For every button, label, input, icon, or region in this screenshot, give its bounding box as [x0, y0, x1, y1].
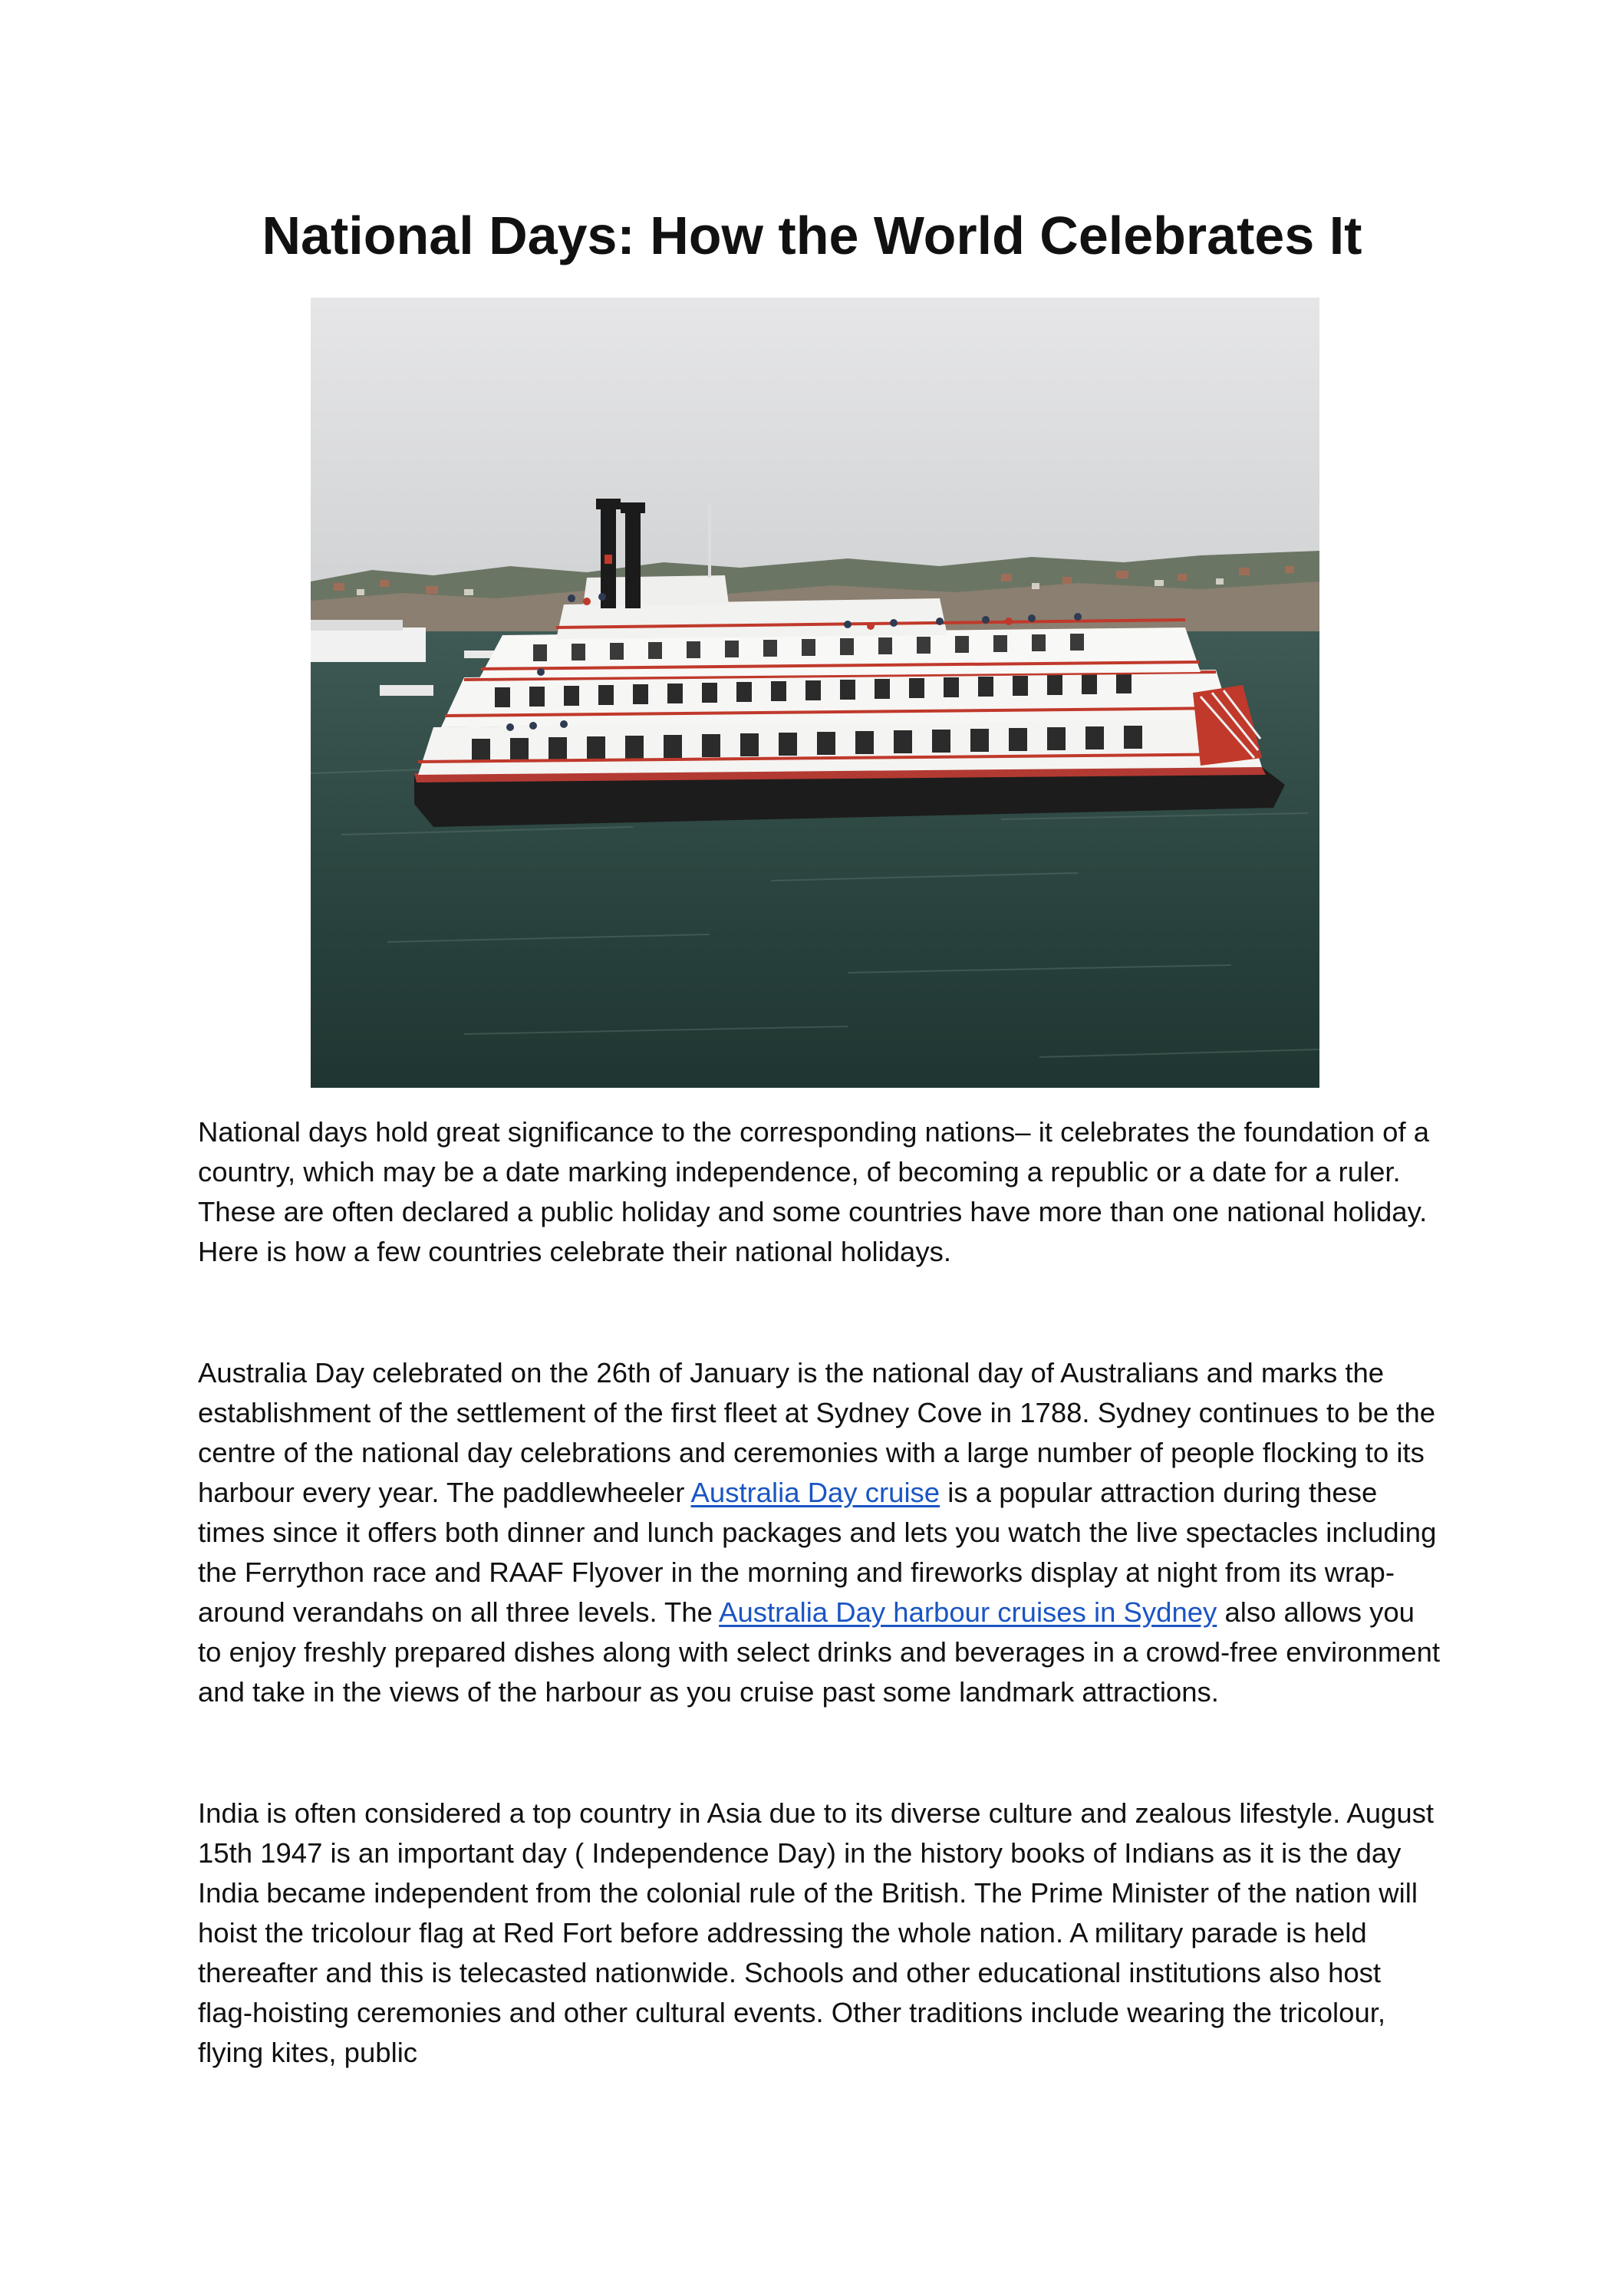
- india-paragraph: [198, 1794, 1441, 2073]
- australia-text-part3: also allows you to enjoy freshly prepared dishes along with select drinks and beverages in a crowd-free environment and take in the views of the harbour as you cruise past some landmark attractions.: [198, 1596, 1441, 1708]
- paddlewheeler-photo: [311, 298, 1319, 1088]
- australia-day-harbour-cruises-link[interactable]: Australia Day harbour cruises in Sydney: [719, 1596, 1217, 1628]
- australia-text-part1: Australia Day celebrated on the 26th of January is the national day of Australians and marks the establishment of the settlement of the first fleet at Sydney Cove in 1788. Sydney continues to be the centre of the national day celebrations and ceremonies with a large number of people flocking to its harbour every year. The paddlewheeler: [198, 1357, 1436, 1508]
- intro-paragraph: [198, 1112, 1441, 1272]
- australia-day-cruise-link[interactable]: Australia Day cruise: [690, 1477, 940, 1508]
- australia-text-part2: is a popular attraction during these times since it offers both dinner and lunch packages and lets you watch the live spectacles including the Ferrython race and RAAF Flyover in the morning and fireworks display at night from its wrap-around verandahs on all three levels. The: [198, 1477, 1437, 1628]
- india-text: India is often considered a top country in Asia due to its diverse culture and zealous lifestyle. August 15th 1947 is an important day ( Independence Day) in the history books of Indians as it is the day India became independent from the colonial rule of the British. The Prime Minister of the nation will hoist the tricolour flag at Red Fort before addressing the whole nation. A military parade is held thereafter and this is telecasted nationwide. Schools and other educational institutions also host flag-hoisting ceremonies and other cultural events. Other traditions include wearing the tricolour, flying kites, public: [198, 1797, 1435, 2068]
- page-title: National Days: How the World Celebrates It: [262, 206, 1362, 265]
- australia-day-paragraph: [198, 1353, 1441, 1712]
- intro-text: National days hold great significance to the corresponding nations– it celebrates the foundation of a country, which may be a date marking independence, of becoming a republic or a date for a ruler. These are often declared a public holiday and some countries have more than one national holiday. Here is how a few countries celebrate their national holidays.: [198, 1116, 1430, 1267]
